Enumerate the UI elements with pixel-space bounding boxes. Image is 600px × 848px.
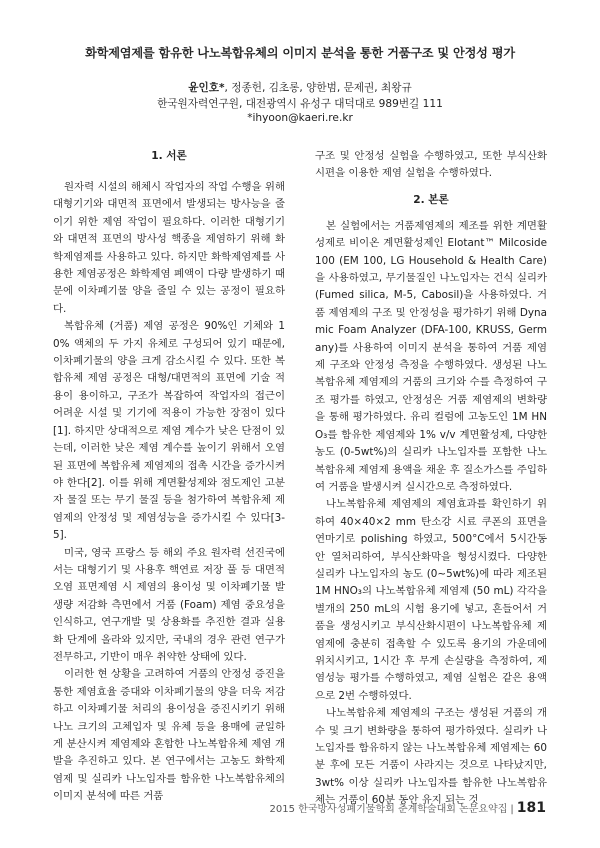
page-number: 181 <box>516 800 546 816</box>
affiliation: 한국원자력연구원, 대전광역시 유성구 대덕대로 989번길 111 <box>157 98 443 110</box>
paragraph: 나노복합유체 제염제의 제염효과를 확인하기 위하여 40×40×2 mm 탄소강 시료 쿠폰의 표면을 연마기로 polishing 하였고, 500°C에서 5시간동안 열처리하여, 부식산화막을 형성시켰다. 다양한 실리카 나노입자의 농도 (0~5wt%)에 따라 제조된 1M HNO₃의 나노복합유체 제염제 (50 mL) 각각을 별개의 250 mL의 시험 용기에 넣고, 흔들어서 거품을 생성시키고 부식산화시편이 나노복합유체 제염제에 충분히 접촉할 수 있도록 용기의 가운데에 위치시키고, 1시간 후 무게 손실량을 측정하여, 제염성능 평가를 수행하였고, 제염 실험은 같은 용액으로 2번 수행하였다. <box>315 498 547 702</box>
paper-title: 화학제염제를 함유한 나노복합유체의 이미지 분석을 통한 거품구조 및 안정성 평가 <box>85 46 515 60</box>
left-column <box>53 148 285 806</box>
paragraph: 복합유체 (거품) 제염 공정은 90%인 기체와 10% 액체의 두 가지 유체로 구성되어 있기 때문에, 이차폐기물의 양을 크게 감소시킬 수 있다. 또한 복합유체 제염 공정은 대형/대면적의 표면에 기술 적용이 용이하고, 구조가 복잡하여 작업자의 접근이 어려운 시설 및 기기에 적용이 가능한 장점이 있다[1]. 하지만 상대적으로 제염 계수가 낮은 단점이 있는데, 이러한 낮은 제염 계수를 높이기 위해서 오염된 표면에 복합유체 제염제의 접촉 시간을 증가시켜야 한다[2]. 이를 위해 계면활성제와 점도제인 고분자 물질 또는 무기 물질 등을 첨가하여 복합유체 제염제의 안정성 및 제염성능을 증가시킬 수 있다[3-5]. <box>53 320 285 542</box>
paragraph: 이러한 현 상황을 고려하여 거품의 안정성 증진을 통한 제염효율 증대와 이차폐기물의 양을 더욱 저감하고 이차폐기물 처리의 용이성을 증진시키기 위해 나노 크기의 고체입자 및 유체 등을 용매에 균일하게 분산시켜 제염제와 혼합한 나노복합유체 제염 개발을 추진하고 있다. 본 연구에서는 고농도 화학제염제 및 실리카 나노입자를 함유한 나노복합유체의 이미지 분석에 따른 거품 <box>53 668 285 803</box>
paragraph: 미국, 영국 프랑스 등 해외 주요 원자력 선진국에서는 대형기기 및 사용후 핵연료 저장 풀 등 대면적 오염 표면제염 시 제염의 용이성 및 이차폐기물 발생량 저감화 측면에서 거품 (Foam) 제염 중요성을 인식하고, 연구개발 및 상용화를 추진한 결과 실용화 단계에 올라와 있지만, 국내의 경우 관련 연구가 전무하고, 기반이 매우 취약한 상태에 있다. <box>53 546 285 663</box>
paragraph: 본 실험에서는 거품제염제의 제조를 위한 계면활성제로 비이온 계면활성제인 Elotant™ Milcoside 100 (EM 100, LG Household & Health Care)을 사용하였고, 무기물질인 나노입자는 건식 실리카 (Fumed silica, M-5, Cabosil)을 사용하였다. 거품 제염제의 구조 및 안정성을 평가하기 위해 Dynamic Foam Analyzer (DFA-100, KRUSS, Germany)를 사용하여 이미지 분석을 통하여 거품 제염제 구조와 안정성 측정을 수행하였다. 생성된 나노복합유체 제염제의 거품의 크기와 수를 측정하여 구조 평가를 하였고, 안정성은 거품 제염제의 변화량을 통해 평가하였다. 유리 컬럼에 고농도인 1M HNO₃를 함유한 제염제와 1% v/v 계면활성제, 다양한 농도 (0-5wt%)의 실리카 나노입자를 포함한 나노복합유체 제염제 용액을 채운 후 질소가스를 주입하여 거품을 발생시켜 실시간으로 측정하였다. <box>315 219 547 493</box>
conference-name: 2015 한국방사성폐기물학회 춘계학술대회 논문요약집 <box>269 804 508 815</box>
page-footer: 2015 한국방사성폐기물학회 춘계학술대회 논문요약집 | 181 <box>269 800 546 816</box>
author-email: *ihyoon@kaeri.re.kr <box>247 112 353 124</box>
section-heading-main: 2. 본론 <box>413 193 449 206</box>
co-authors: , 정종헌, 김초롱, 양한범, 문제권, 최왕규 <box>224 82 412 94</box>
corresponding-author: 윤인호* <box>188 82 225 94</box>
author-list <box>0 80 600 95</box>
paragraph-continuation: 구조 및 안정성 실험을 수행하였고, 또한 부식산화시편을 이용한 제염 실험을 수행하였다. <box>315 150 547 180</box>
section-heading-introduction: 1. 서론 <box>151 150 187 162</box>
right-column <box>315 148 547 810</box>
paragraph: 나노복합유체 제염제의 구조는 생성된 거품의 개수 및 크기 변화량을 통하여 평가하였다. 실리카 나노입자를 함유하지 않는 나노복합유체 제염제는 60분 후에 모든 거품이 사라지는 것으로 나타났지만, 3wt% 이상 실리카 나노입자를 함유한 나노복합유체는 거품이 60분 동안 유지 되는 것 <box>315 707 547 807</box>
paragraph: 원자력 시설의 해체시 작업자의 작업 수행을 위해 대형기기와 대면적 표면에서 발생되는 방사능을 줄이기 위한 제염 작업이 필요하다. 이러한 대형기기와 대면적 표면의 방사성 핵종을 제염하기 위해 화학제염제를 사용하고 있다. 하지만 화학제염제를 사용한 제염공정은 화학제염 폐액이 다량 발생하기 때문에 이차폐기물 양을 줄일 수 있는 공정이 필요하다. <box>53 181 285 315</box>
